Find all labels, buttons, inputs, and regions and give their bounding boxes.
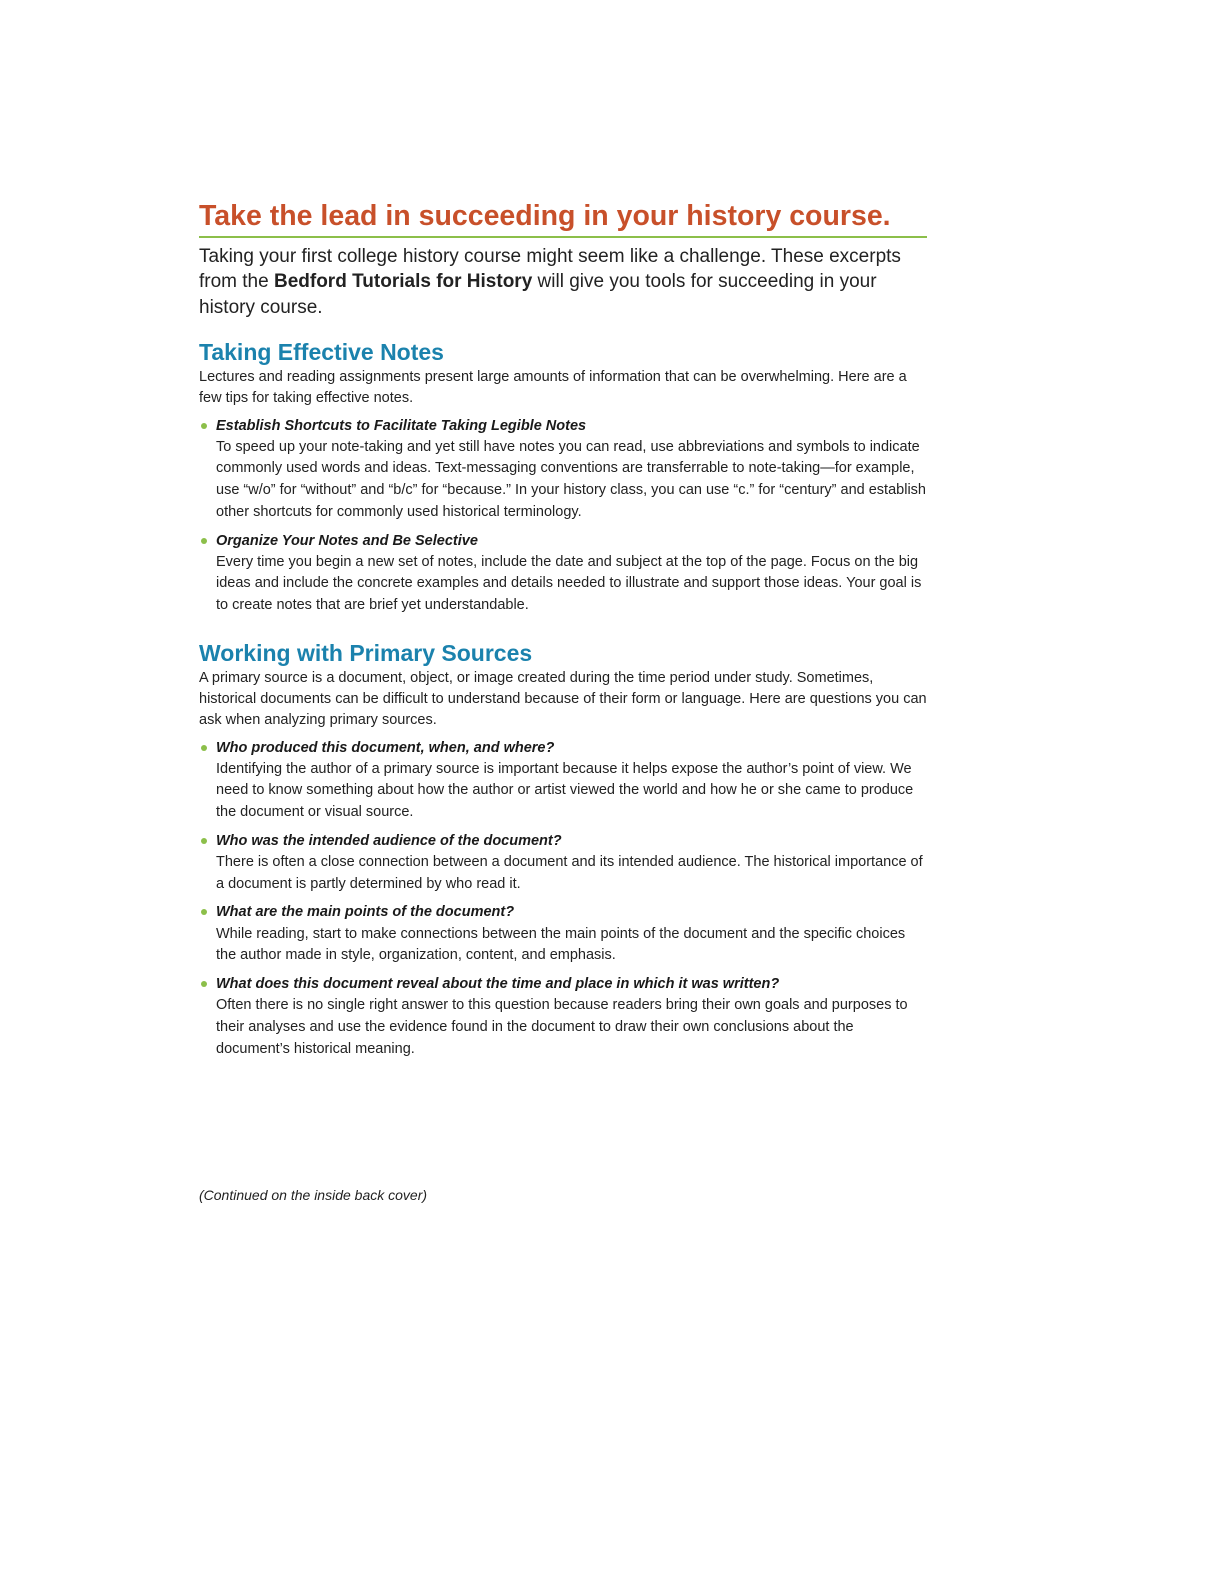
item-title: What does this document reveal about the time and place in which it was written? [216,976,780,992]
item-title: Establish Shortcuts to Facilitate Taking Legible Notes [216,417,587,434]
bullet-icon [201,745,207,751]
bullet-icon [201,909,207,915]
item-body: To speed up your note-taking and yet still have notes you can read, use abbreviations and symbols to indicate commonly used words and ideas. Text-messaging conventions are transferrable to note-taking—for example, use “w/o” for “without” and “b/c” for “because.” In your history class, you can use “c.” for “century” and establish other shortcuts for commonly used historical terminology. [216,438,926,520]
item-body: Every time you begin a new set of notes, include the date and subject at the top of the page. Focus on the big ideas and include the concrete examples and details needed to illustrate and support those ideas. Your goal is to create notes that are brief yet understandable. [216,553,922,614]
item-body: Often there is no single right answer to this question because readers bring their own goals and purposes to their analyses and use the evidence found in the document to draw their own conclusions about the document’s historical meaning. [216,997,908,1057]
item-body: Identifying the author of a primary source is important because it helps expose the author’s point of view. We need to know something about how the author or artist viewed the world and how he or she came to produce the document or visual source. [216,760,914,821]
section-lead-notes: Lectures and reading assignments present large amounts of information that can be overwhelming. Here are a few tips for taking effective notes. [199,368,907,406]
bullet-icon [201,538,207,544]
item-title: What are the main points of the document? [216,904,515,921]
section-lead-primary-sources: A primary source is a document, object, or image created during the time period under study. Sometimes, historical documents can be difficult to understand because of their form or language. Here are questions you can ask when analyzing primary sources. [199,669,927,728]
bullet-icon [201,423,207,429]
list-item [199,974,927,1060]
primary-sources-questions-list [199,738,927,1061]
item-title: Who produced this document, when, and where? [216,739,555,756]
intro-book-title: Bedford Tutorials for History [273,271,533,293]
page-title: Take the lead in succeeding in your history course. [199,198,927,238]
intro-paragraph [199,244,927,320]
item-title: Organize Your Notes and Be Selective [216,532,478,549]
notes-tips-list [199,416,927,617]
list-item [199,902,927,967]
item-title: Who was the intended audience of the document? [216,832,562,849]
intro-text-before: Taking your first college history course might seem like a challenge. These excerpts from the [199,246,901,293]
bullet-icon [201,838,207,844]
continued-note: (Continued on the inside back cover) [199,1187,428,1203]
section-heading-primary-sources: Working with Primary Sources [199,639,533,666]
item-body: While reading, start to make connections between the main points of the document and the specific choices the author made in style, organization, content, and emphasis. [216,925,906,964]
list-item [199,531,927,617]
list-item [199,416,927,524]
intro-text-after: will give you tools for succeeding in your history course. [199,271,877,318]
list-item [199,831,927,896]
item-body: There is often a close connection between a document and its intended audience. The historical importance of a document is partly determined by who read it. [216,853,923,892]
page-content [199,198,927,1067]
bullet-icon [201,981,207,987]
section-heading-notes: Taking Effective Notes [199,338,444,365]
list-item [199,738,927,824]
